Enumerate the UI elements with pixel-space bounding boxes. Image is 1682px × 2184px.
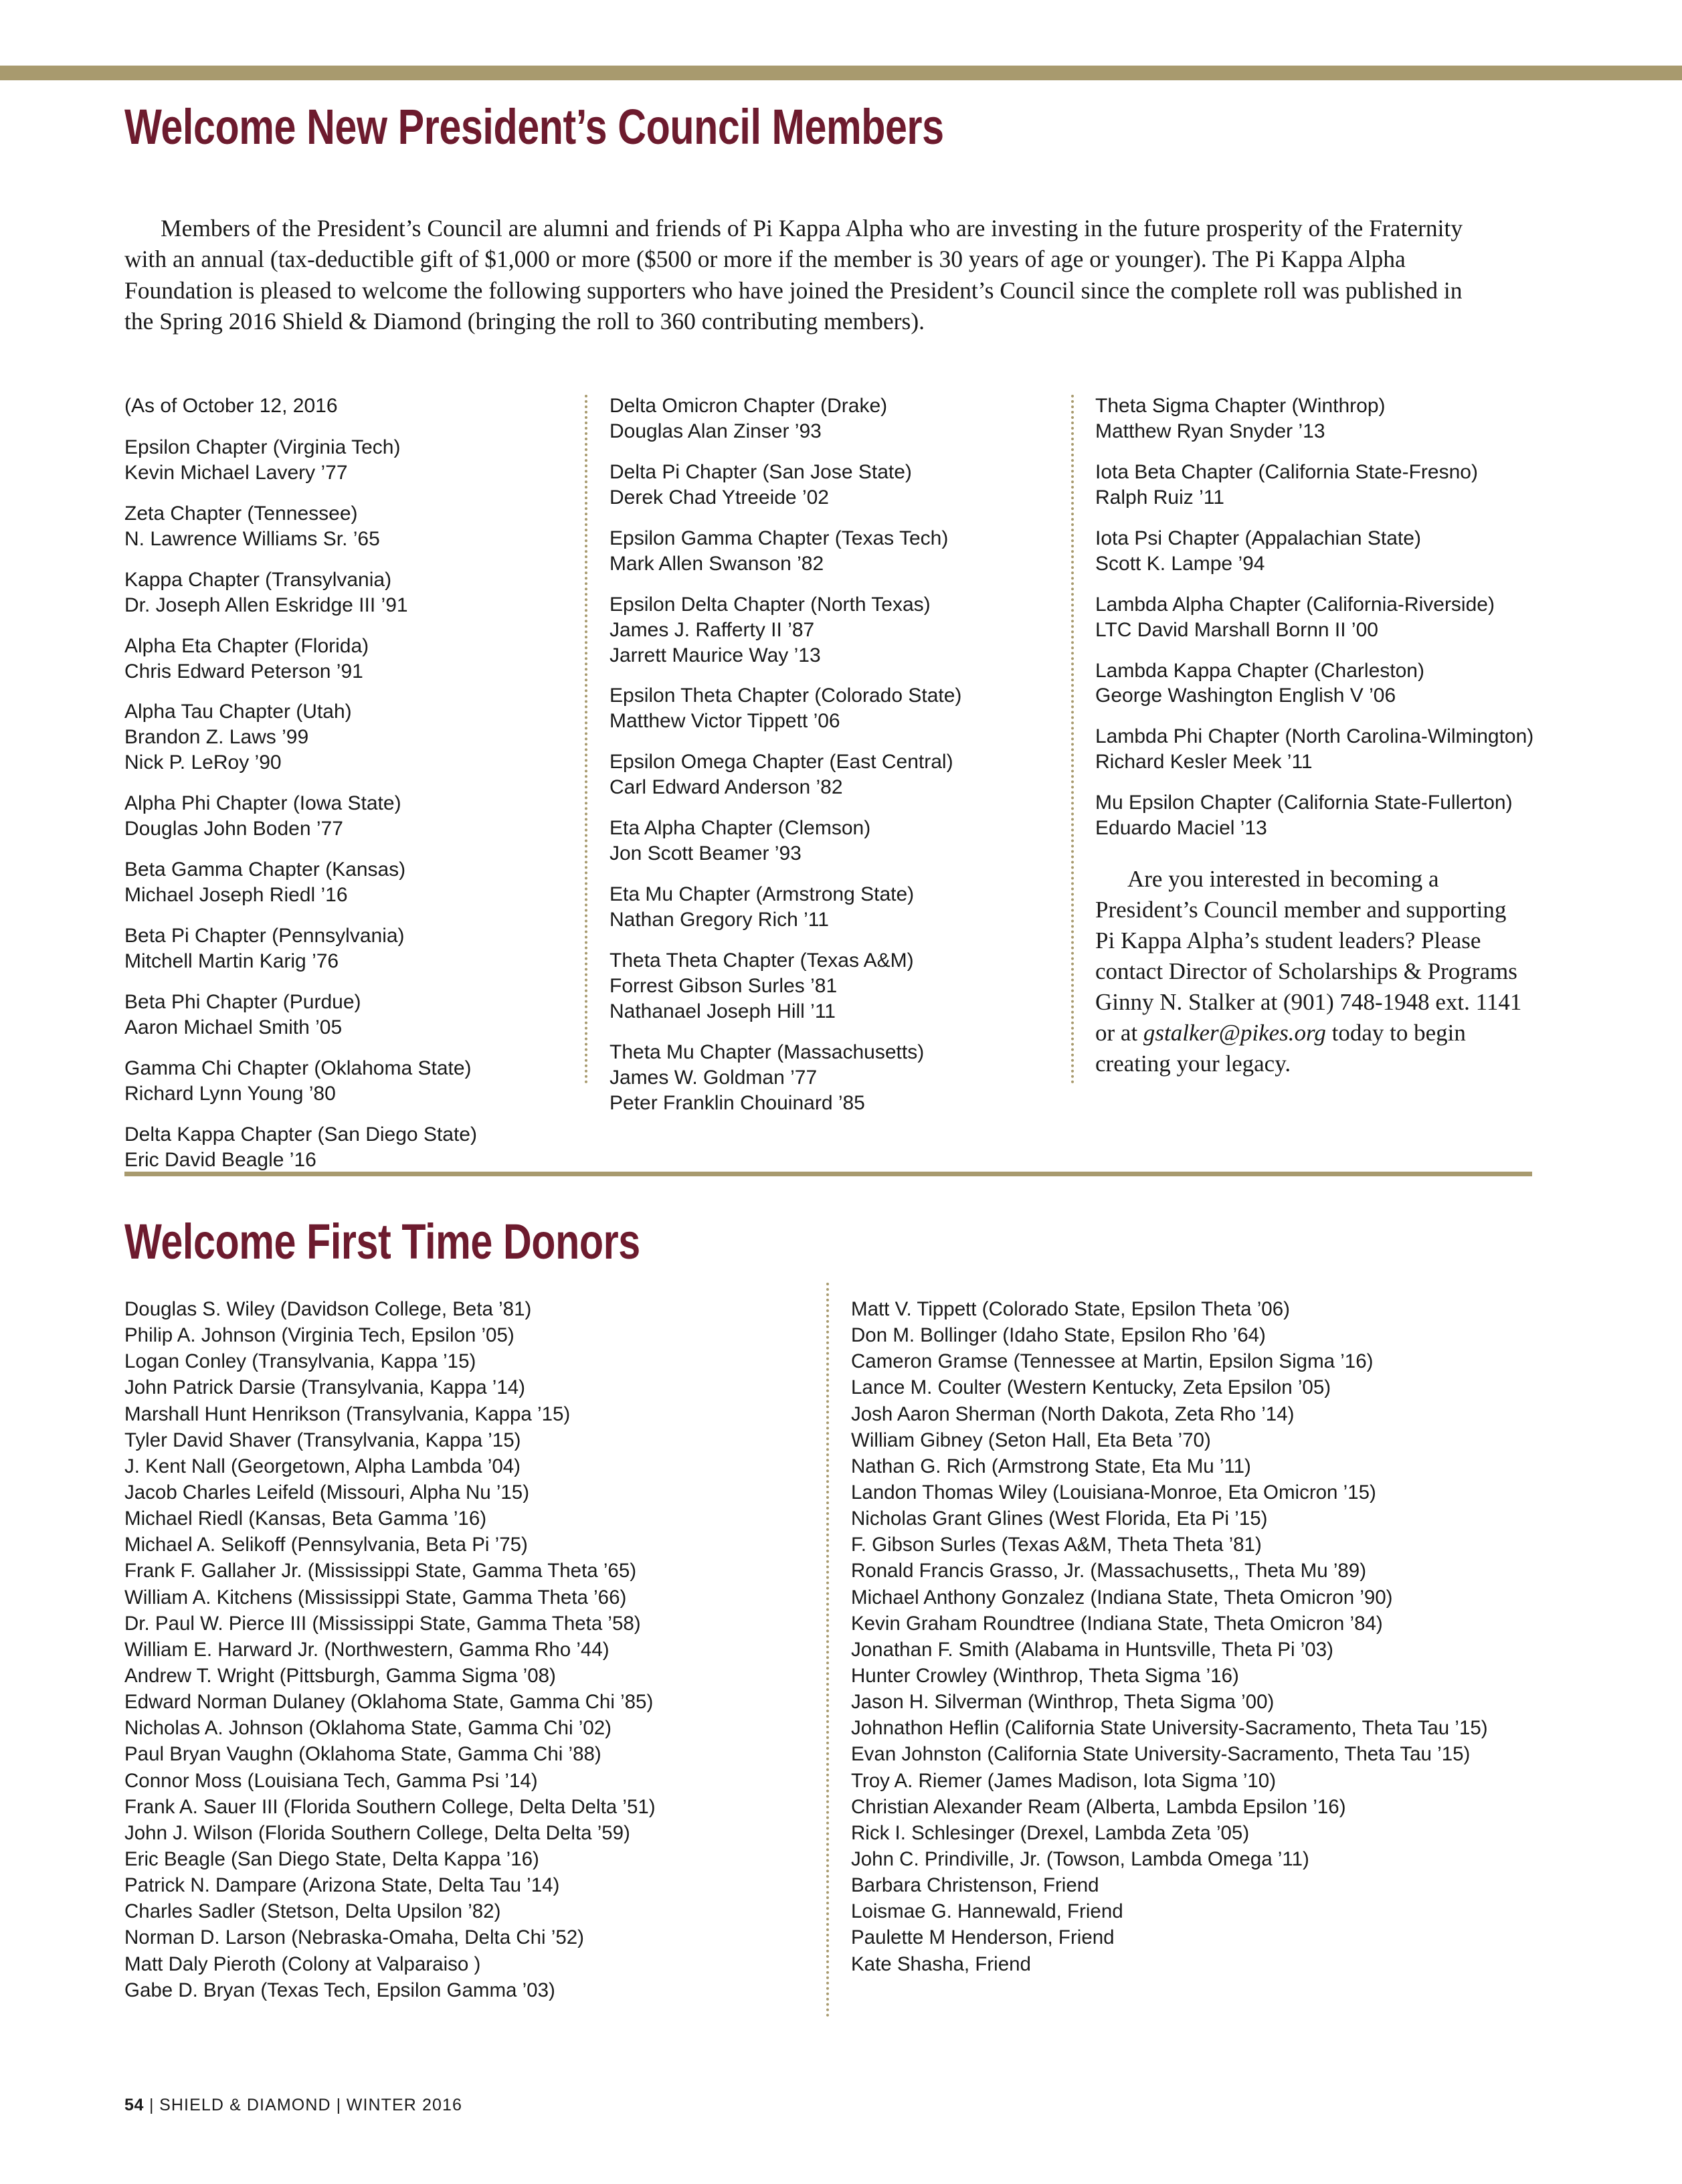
donor-list-item: Jacob Charles Leifeld (Missouri, Alpha Nu ’15): [124, 1481, 530, 1504]
chapter-group: [124, 435, 566, 486]
chapter-name: Iota Beta Chapter (California State-Fresno): [1095, 460, 1478, 483]
donor-list-item: Johnathon Heflin (California State University-Sacramento, Theta Tau ’15): [851, 1717, 1488, 1740]
donor-list-item: Landon Thomas Wiley (Louisiana-Monroe, Eta Omicron ’15): [851, 1481, 1376, 1504]
donor-list-item: Patrick N. Dampare (Arizona State, Delta Tau ’14): [124, 1874, 560, 1897]
donor-list-item: Jason H. Silverman (Winthrop, Theta Sigma ’00): [851, 1691, 1275, 1714]
presidents-council-section-header: [124, 99, 1529, 155]
member-name: Brandon Z. Laws ’99: [124, 726, 309, 749]
donor-list-item: Edward Norman Dulaney (Oklahoma State, Gamma Chi ’85): [124, 1691, 654, 1714]
donor-list-item: Jonathan F. Smith (Alabama in Huntsville, Theta Pi ’03): [851, 1638, 1333, 1661]
presidents-council-intro: Members of the President’s Council are alumni and friends of Pi Kappa Alpha who are investing in the future prosperity of the Fraternity with an annual (tax-deductible gift of $1,000 or more ($500 or more if the member is 30 years of age or younger). The Pi Kappa Alpha Foundation is pleased to welcome the following supporters who have joined the President’s Council since the complete roll was published in the Spring 2016 Shield & Diamond (bringing the roll to 360 contributing members).: [124, 215, 1463, 335]
chapter-group: [124, 1122, 566, 1173]
member-name: Ralph Ruiz ’11: [1095, 486, 1224, 509]
chapter-name: Kappa Chapter (Transylvania): [124, 568, 392, 591]
member-name: Dr. Joseph Allen Eskridge III ’91: [124, 594, 408, 616]
member-name: Derek Chad Ytreeide ’02: [610, 486, 829, 509]
donor-list-item: Nathan G. Rich (Armstrong State, Eta Mu ’11): [851, 1455, 1251, 1477]
chapter-group: [1095, 393, 1537, 444]
donor-list-item: Evan Johnston (California State University-Sacramento, Theta Tau ’15): [851, 1743, 1471, 1766]
member-name: Kevin Michael Lavery ’77: [124, 461, 348, 484]
donor-list-item: Eric Beagle (San Diego State, Delta Kappa ’16): [124, 1847, 539, 1870]
footer-magazine-title: SHIELD & DIAMOND: [159, 2096, 331, 2114]
chapter-name: Zeta Chapter (Tennessee): [124, 502, 358, 525]
donor-list-item: Matt V. Tippett (Colorado State, Epsilon Theta ’06): [851, 1298, 1290, 1320]
chapter-group: [610, 460, 1064, 511]
donor-column-1: [124, 1296, 820, 2003]
chapter-group: [124, 567, 566, 618]
donor-list-item: Don M. Bollinger (Idaho State, Epsilon Rho ’64): [851, 1324, 1266, 1347]
member-name: N. Lawrence Williams Sr. ’65: [124, 527, 380, 550]
donor-list-item: Dr. Paul W. Pierce III (Mississippi State, Gamma Theta ’58): [124, 1612, 641, 1635]
member-name: Richard Kesler Meek ’11: [1095, 751, 1313, 774]
chapter-group: [124, 699, 566, 776]
member-name: Eric David Beagle ’16: [124, 1148, 316, 1171]
cta-email-link[interactable]: gstalker@pikes.org: [1143, 1020, 1326, 1046]
member-name: James W. Goldman ’77: [610, 1066, 818, 1089]
chapter-group: [124, 990, 566, 1040]
footer-separator-2: |: [336, 2096, 341, 2114]
donor-list-item: Christian Alexander Ream (Alberta, Lambda Epsilon ’16): [851, 1795, 1346, 1818]
chapter-name: Eta Alpha Chapter (Clemson): [610, 817, 871, 840]
chapter-name: Gamma Chi Chapter (Oklahoma State): [124, 1057, 472, 1079]
member-name: Carl Edward Anderson ’82: [610, 776, 843, 799]
donor-list-item: Hunter Crowley (Winthrop, Theta Sigma ’16): [851, 1664, 1239, 1687]
chapter-group: [610, 683, 1064, 734]
chapter-name: Beta Phi Chapter (Purdue): [124, 990, 361, 1013]
donor-list-item: Paul Bryan Vaughn (Oklahoma State, Gamma Chi ’88): [124, 1743, 601, 1766]
footer-issue: WINTER 2016: [346, 2096, 463, 2114]
donor-list-item: Frank A. Sauer III (Florida Southern College, Delta Delta ’51): [124, 1795, 656, 1818]
presidents-council-column-3: [1095, 393, 1537, 1079]
donor-list-item: Marshall Hunt Henrikson (Transylvania, Kappa ’15): [124, 1402, 571, 1425]
chapter-name: Epsilon Omega Chapter (East Central): [610, 751, 953, 774]
chapter-name: Beta Gamma Chapter (Kansas): [124, 858, 406, 881]
chapter-name: Delta Kappa Chapter (San Diego State): [124, 1123, 477, 1146]
chapter-group-list-3: [1095, 393, 1537, 841]
donor-list-item: Kevin Graham Roundtree (Indiana State, Theta Omicron ’84): [851, 1612, 1383, 1635]
donor-list-item: Connor Moss (Louisiana Tech, Gamma Psi ’14): [124, 1769, 538, 1792]
chapter-group: [124, 791, 566, 842]
first-time-donors-columns: [124, 1296, 1536, 2019]
presidents-council-intro-wrap: [124, 213, 1529, 337]
donor-list-item: Nicholas Grant Glines (West Florida, Eta Pi ’15): [851, 1508, 1268, 1530]
chapter-group: [1095, 724, 1537, 775]
donor-list-item: William A. Kitchens (Mississippi State, Gamma Theta ’66): [124, 1586, 627, 1609]
chapter-name: Delta Omicron Chapter (Drake): [610, 395, 888, 417]
member-name: Nathanael Joseph Hill ’11: [610, 1000, 836, 1022]
first-time-donors-section-header: [124, 1216, 769, 1267]
chapter-group: [1095, 790, 1537, 841]
column-divider-dotted-1: [585, 395, 587, 1084]
member-name: Mitchell Martin Karig ’76: [124, 949, 339, 972]
chapter-group: [610, 1040, 1064, 1116]
donor-list-item: Tyler David Shaver (Transylvania, Kappa ’15): [124, 1429, 521, 1451]
chapter-group: [610, 393, 1064, 444]
chapter-name: Epsilon Chapter (Virginia Tech): [124, 436, 401, 458]
chapter-name: Alpha Phi Chapter (Iowa State): [124, 792, 401, 815]
member-name: Michael Joseph Riedl ’16: [124, 884, 348, 907]
donor-list-item: Loismae G. Hannewald, Friend: [851, 1900, 1123, 1923]
presidents-council-heading: Welcome New President’s Council Members: [124, 99, 944, 155]
chapter-name: Alpha Tau Chapter (Utah): [124, 701, 352, 723]
donor-list-item: Michael A. Selikoff (Pennsylvania, Beta Pi ’75): [124, 1534, 528, 1556]
donor-list-item: Charles Sadler (Stetson, Delta Upsilon ’82): [124, 1900, 501, 1923]
section-divider-rule: [124, 1172, 1532, 1176]
chapter-group: [1095, 658, 1537, 709]
chapter-name: Theta Theta Chapter (Texas A&M): [610, 949, 914, 972]
member-name: Jarrett Maurice Way ’13: [610, 644, 821, 666]
donor-column-2: [851, 1296, 1533, 1977]
member-name: Nick P. LeRoy ’90: [124, 751, 282, 774]
column-divider-dotted-2: [1071, 395, 1074, 1084]
chapter-group-list-2: [610, 393, 1064, 1116]
chapter-name: Lambda Phi Chapter (North Carolina-Wilmington): [1095, 725, 1534, 748]
chapter-name: Alpha Eta Chapter (Florida): [124, 634, 369, 657]
chapter-group: [610, 526, 1064, 577]
donor-list-item: Frank F. Gallaher Jr. (Mississippi State, Gamma Theta ’65): [124, 1560, 637, 1582]
donor-list-item: Andrew T. Wright (Pittsburgh, Gamma Sigma ’08): [124, 1664, 556, 1687]
chapter-name: Lambda Kappa Chapter (Charleston): [1095, 659, 1424, 682]
member-name: Chris Edward Peterson ’91: [124, 660, 363, 682]
donor-list-item: William E. Harward Jr. (Northwestern, Gamma Rho ’44): [124, 1638, 610, 1661]
donor-list-item: F. Gibson Surles (Texas A&M, Theta Theta ’81): [851, 1534, 1262, 1556]
donor-list-item: Ronald Francis Grasso, Jr. (Massachusetts,, Theta Mu ’89): [851, 1560, 1367, 1582]
chapter-group: [1095, 592, 1537, 643]
presidents-council-column-1: [124, 393, 566, 1188]
donor-list-item: Lance M. Coulter (Western Kentucky, Zeta Epsilon ’05): [851, 1376, 1331, 1399]
donor-list-item: John C. Prindiville, Jr. (Towson, Lambda Omega ’11): [851, 1847, 1309, 1870]
chapter-group: [124, 1056, 566, 1107]
footer-page-number: 54: [124, 2096, 145, 2114]
donor-list-item: Barbara Christenson, Friend: [851, 1874, 1099, 1897]
member-name: Douglas John Boden ’77: [124, 818, 343, 840]
member-name: Matthew Ryan Snyder ’13: [1095, 420, 1325, 442]
donor-list-item: Douglas S. Wiley (Davidson College, Beta ’81): [124, 1298, 532, 1320]
cta-text-before-email: Are you interested in becoming a President’s Council member and supporting Pi Kappa Alpha’s student leaders? Please contact Director of Scholarships & Programs Ginny N. Stalker at (901) 748-1948 ext. 1141 or at: [1095, 866, 1522, 1046]
chapter-name: Eta Mu Chapter (Armstrong State): [610, 883, 915, 906]
chapter-group: [610, 749, 1064, 800]
member-name: Mark Allen Swanson ’82: [610, 552, 824, 575]
donor-list-item: Matt Daly Pieroth (Colony at Valparaiso ): [124, 1952, 481, 1975]
member-name: Scott K. Lampe ’94: [1095, 552, 1265, 575]
donor-list-item: Rick I. Schlesinger (Drexel, Lambda Zeta ’05): [851, 1821, 1250, 1844]
chapter-name: Mu Epsilon Chapter (California State-Fullerton): [1095, 792, 1513, 814]
donor-list-item: Philip A. Johnson (Virginia Tech, Epsilon ’05): [124, 1324, 515, 1347]
chapter-name: Lambda Alpha Chapter (California-Riverside): [1095, 593, 1495, 616]
chapter-group: [610, 948, 1064, 1024]
first-time-donors-heading: Welcome First Time Donors: [124, 1214, 640, 1269]
chapter-group: [124, 923, 566, 974]
chapter-group: [1095, 460, 1537, 511]
chapter-group: [610, 592, 1064, 668]
donor-list-item: Cameron Gramse (Tennessee at Martin, Epsilon Sigma ’16): [851, 1350, 1374, 1373]
donor-list-item: Paulette M Henderson, Friend: [851, 1926, 1115, 1949]
donor-list-item: Nicholas A. Johnson (Oklahoma State, Gamma Chi ’02): [124, 1717, 612, 1740]
donor-list-item: Norman D. Larson (Nebraska-Omaha, Delta Chi ’52): [124, 1926, 584, 1949]
presidents-council-cta: [1095, 864, 1523, 1079]
top-accent-bar: [0, 66, 1682, 80]
chapter-group: [1095, 526, 1537, 577]
donor-list-item: William Gibney (Seton Hall, Eta Beta ’70): [851, 1429, 1211, 1451]
footer-separator-1: |: [149, 2096, 155, 2114]
member-name: Matthew Victor Tippett ’06: [610, 710, 840, 733]
member-name: Eduardo Maciel ’13: [1095, 817, 1267, 840]
chapter-group: [610, 882, 1064, 933]
member-name: Richard Lynn Young ’80: [124, 1082, 336, 1105]
member-name: Forrest Gibson Surles ’81: [610, 974, 838, 997]
presidents-council-column-2: [610, 393, 1064, 1131]
cta-text-after-email: today to begin creating your legacy.: [1095, 1020, 1466, 1077]
chapter-name: Delta Pi Chapter (San Jose State): [610, 460, 912, 483]
donor-list-item: Michael Anthony Gonzalez (Indiana State, Theta Omicron ’90): [851, 1586, 1393, 1609]
chapter-name: Beta Pi Chapter (Pennsylvania): [124, 925, 405, 947]
chapter-name: Epsilon Delta Chapter (North Texas): [610, 593, 931, 616]
donor-column-divider-dotted: [826, 1283, 829, 2017]
chapter-name: Theta Sigma Chapter (Winthrop): [1095, 395, 1386, 417]
member-name: Nathan Gregory Rich ’11: [610, 909, 829, 931]
presidents-council-columns: [124, 393, 1536, 1171]
donor-list-item: Logan Conley (Transylvania, Kappa ’15): [124, 1350, 476, 1373]
donor-list-item: John Patrick Darsie (Transylvania, Kappa ’14): [124, 1376, 526, 1399]
chapter-name: Iota Psi Chapter (Appalachian State): [1095, 527, 1421, 549]
chapter-group: [124, 634, 566, 685]
member-name: Aaron Michael Smith ’05: [124, 1016, 343, 1038]
member-name: Jon Scott Beamer ’93: [610, 842, 802, 865]
member-name: George Washington English V ’06: [1095, 685, 1396, 707]
member-name: Peter Franklin Chouinard ’85: [610, 1091, 865, 1114]
donor-list-item: J. Kent Nall (Georgetown, Alpha Lambda ’04): [124, 1455, 521, 1477]
donor-list-item: Troy A. Riemer (James Madison, Iota Sigma ’10): [851, 1769, 1277, 1792]
member-name: James J. Rafferty II ’87: [610, 618, 815, 641]
chapter-name: Epsilon Gamma Chapter (Texas Tech): [610, 527, 949, 549]
donor-list-item: Josh Aaron Sherman (North Dakota, Zeta Rho ’14): [851, 1402, 1295, 1425]
donor-list-item: John J. Wilson (Florida Southern College, Delta Delta ’59): [124, 1821, 630, 1844]
donor-list-item: Kate Shasha, Friend: [851, 1952, 1031, 1975]
member-name: Douglas Alan Zinser ’93: [610, 420, 822, 442]
chapter-group-list-1: [124, 435, 566, 1173]
member-name: LTC David Marshall Bornn II ’00: [1095, 618, 1378, 641]
donor-list-item: Michael Riedl (Kansas, Beta Gamma ’16): [124, 1508, 487, 1530]
chapter-group: [124, 501, 566, 552]
chapter-name: Epsilon Theta Chapter (Colorado State): [610, 685, 962, 707]
as-of-date: (As of October 12, 2016: [124, 395, 338, 417]
chapter-group: [124, 857, 566, 908]
chapter-group: [610, 816, 1064, 867]
page-footer: [124, 2096, 462, 2115]
chapter-name: Theta Mu Chapter (Massachusetts): [610, 1040, 925, 1063]
donor-list-item: Gabe D. Bryan (Texas Tech, Epsilon Gamma ’03): [124, 1979, 555, 2001]
